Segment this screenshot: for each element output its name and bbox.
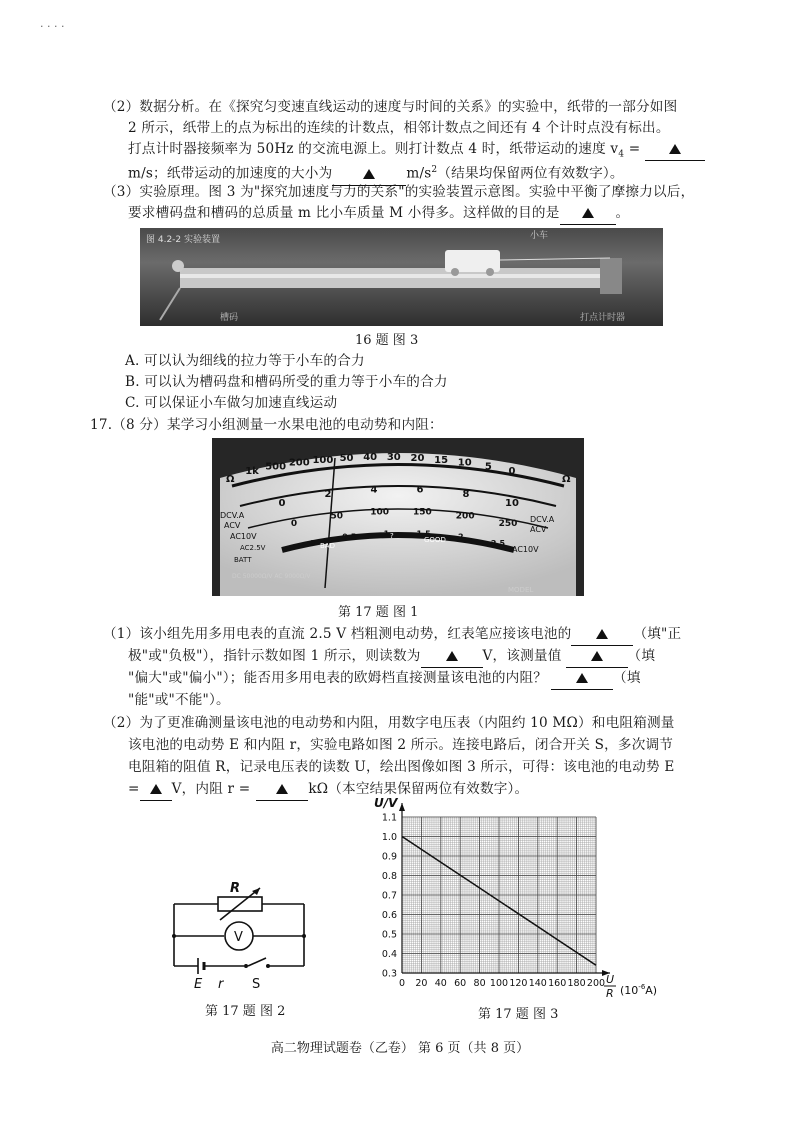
triangle-icon bbox=[576, 673, 588, 683]
q16-fig3-caption: 16 题 图 3 bbox=[355, 333, 419, 348]
answer-blank-bias[interactable] bbox=[566, 646, 628, 668]
q17-fig2-caption: 第 17 题 图 2 bbox=[205, 1004, 286, 1019]
q16-p2-line3-eq: = bbox=[624, 141, 641, 157]
y-tick-label: 0.3 bbox=[381, 968, 397, 980]
y-tick-label: 0.6 bbox=[381, 910, 397, 921]
multimeter-dial bbox=[212, 438, 584, 596]
cart-wheel bbox=[486, 268, 494, 276]
question-label: ? bbox=[390, 532, 394, 540]
low-scale-label: 2.5 bbox=[490, 539, 506, 548]
v-subscript: 4 bbox=[618, 149, 625, 160]
y-tick-label: 1.0 bbox=[381, 832, 397, 843]
apparatus-drawing bbox=[140, 228, 663, 326]
q17-fig1-caption: 第 17 题 图 1 bbox=[338, 605, 419, 620]
y-tick-label: 0.7 bbox=[381, 890, 397, 902]
ac10v-label-right: AC10V bbox=[512, 545, 539, 554]
q17-p1-line2-end: （填 bbox=[627, 648, 656, 664]
unit-sup: 2 bbox=[431, 165, 438, 175]
top-scale-label: 40 bbox=[363, 452, 378, 464]
q16-p3-line2-text: 要求槽码盘和槽码的总质量 m 比小车质量 M 小得多。这样做的目的是 bbox=[128, 205, 560, 221]
triangle-icon bbox=[446, 651, 458, 661]
y-tick-labels bbox=[382, 813, 397, 980]
ac25v-label-left: AC2.5V bbox=[240, 544, 266, 552]
page-footer: 高二物理试题卷（乙卷） 第 6 页（共 8 页） bbox=[270, 1041, 530, 1056]
q17-intro: 17.（8 分）某学习小组测量一水果电池的电动势和内阻： bbox=[90, 417, 443, 433]
triangle-icon bbox=[582, 208, 594, 218]
string bbox=[500, 258, 610, 260]
mid-scale2-label: 200 bbox=[455, 511, 475, 522]
mid-scale-label: 6 bbox=[416, 484, 424, 496]
x-tick-label: 20 bbox=[415, 978, 428, 989]
q17-p1-line4: "能"或"不能"）。 bbox=[128, 692, 230, 708]
acv-label-right: ACV bbox=[530, 525, 547, 534]
mid-scale-label: 8 bbox=[462, 489, 470, 501]
top-scale-label: 1k bbox=[245, 466, 259, 477]
q17-p1-line2-text: 极"或"负极"），指针示数如图 1 所示，则读数为 bbox=[128, 648, 421, 664]
acv-label-left: ACV bbox=[224, 521, 241, 530]
x-tick-labels bbox=[399, 978, 605, 989]
y-tick-label: 0.4 bbox=[381, 949, 397, 960]
answer-blank-internal-resistance[interactable] bbox=[256, 779, 308, 801]
x-tick-label: 200 bbox=[586, 978, 606, 989]
corner-mark: · · · · bbox=[40, 20, 65, 33]
u-vs-ur-chart bbox=[368, 795, 698, 1010]
low-scale-label: 1.5 bbox=[416, 529, 431, 539]
ohm-label-right: Ω bbox=[562, 474, 571, 485]
q17-p2-line3: 电阻箱的阻值 R，记录电压表的读数 U，绘出图像如图 3 所示，可得：该电池的电动势 E bbox=[128, 759, 675, 775]
x-tick-label: 100 bbox=[489, 978, 509, 989]
dcva-label-left: DCV.A bbox=[220, 511, 245, 520]
q16-option-c[interactable]: C. 可以保证小车做匀加速直线运动 bbox=[125, 395, 338, 411]
y-axis-label: U/V bbox=[374, 796, 398, 810]
pulley bbox=[172, 260, 184, 272]
x-axis-label bbox=[604, 973, 657, 1000]
q17-p1-line3 bbox=[128, 668, 641, 690]
x-label-denominator: R bbox=[606, 987, 614, 1000]
q17-p1-line1-text: （1）该小组先用多用电表的直流 2.5 V 档粗测电动势，红表笔应接该电池的 bbox=[103, 626, 572, 642]
q16-p3-line2-end: 。 bbox=[615, 205, 630, 221]
x-tick-label: 0 bbox=[398, 978, 406, 989]
batt-label: BATT bbox=[234, 556, 252, 564]
mid-scale2-label: 0 bbox=[290, 519, 298, 529]
switch-contact bbox=[266, 964, 270, 968]
answer-blank-v4[interactable] bbox=[645, 139, 705, 161]
answer-blank-reading[interactable] bbox=[421, 646, 483, 668]
triangle-icon bbox=[596, 629, 608, 639]
q17-p2-line1: （2）为了更准确测量该电池的电动势和内阻，用数字电压表（内阻约 10 MΩ）和电阻箱测量 bbox=[103, 715, 675, 731]
q16-p2-line3-text: 打点计时器接频率为 50Hz 的交流电源上。则打计数点 4 时，纸带运动的速度 v bbox=[128, 141, 619, 157]
q17-fig3-caption: 第 17 题 图 3 bbox=[478, 1007, 559, 1022]
y-tick-label: 0.8 bbox=[381, 871, 397, 882]
answer-blank-terminal[interactable] bbox=[571, 624, 633, 646]
top-scale-label: 30 bbox=[386, 452, 401, 464]
label-S: S bbox=[252, 977, 261, 992]
top-scale-label: 50 bbox=[339, 453, 354, 465]
photo-label-bottom-left: 槽码 bbox=[220, 313, 239, 323]
mid-scale-label: 0 bbox=[278, 498, 286, 509]
bad-label: BAD bbox=[320, 542, 335, 550]
triangle-icon bbox=[669, 144, 681, 154]
mid-scale2-label: 50 bbox=[330, 511, 344, 522]
q16-p3-line2 bbox=[128, 203, 629, 225]
q16-option-b[interactable]: B. 可以认为槽码盘和槽码所受的重力等于小车的合力 bbox=[125, 374, 448, 390]
cart-wheel bbox=[451, 268, 459, 276]
x-tick-label: 80 bbox=[473, 978, 486, 989]
x-tick-label: 160 bbox=[548, 978, 567, 989]
apparatus-photo bbox=[140, 228, 663, 326]
top-scale-label: 20 bbox=[410, 453, 425, 465]
y-axis-arrow bbox=[399, 803, 405, 811]
photo-label-left: 图 4.2-2 实验装置 bbox=[146, 235, 221, 245]
q16-p2-line2: 2 所示，纸带上的点为标出的连续的计数点，相邻计数点之间还有 4 个计时点没有标出。 bbox=[128, 120, 670, 136]
model-label: MODEL bbox=[508, 586, 534, 594]
top-scale-label: 100 bbox=[312, 454, 334, 466]
triangle-icon bbox=[276, 784, 288, 794]
x-label-unit: $(10^{-6}A)$ bbox=[620, 983, 658, 997]
multimeter-photo bbox=[212, 438, 584, 596]
top-scale-label: 200 bbox=[288, 457, 310, 469]
pulley-block bbox=[600, 258, 622, 294]
good-label: GOOD bbox=[424, 536, 446, 544]
q17-p1-line2 bbox=[128, 646, 655, 668]
q17-eq-sign: = bbox=[128, 781, 140, 797]
switch-blade bbox=[248, 958, 266, 966]
low-scale-label: 1 bbox=[383, 529, 390, 539]
photo-label-bottom-right: 打点计时器 bbox=[580, 313, 626, 323]
answer-blank-ohmmeter[interactable] bbox=[551, 668, 613, 690]
x-label-numerator: U bbox=[606, 973, 615, 986]
top-scale-label: 10 bbox=[457, 457, 472, 469]
low-scale-label: 0 bbox=[309, 539, 315, 548]
track-rail bbox=[180, 274, 600, 278]
low-scale-label: 2 bbox=[458, 532, 464, 542]
q16-option-a[interactable]: A. 可以认为细线的拉力等于小车的合力 bbox=[125, 353, 365, 369]
mid-scale-label: 2 bbox=[324, 489, 332, 501]
q17-p1-line2-mid: V，该测量值 bbox=[482, 648, 562, 664]
q17-p2-line4-end: kΩ（本空结果保留两位有效数字）。 bbox=[308, 781, 529, 797]
q17-p1-line1 bbox=[103, 624, 681, 646]
switch-pivot bbox=[244, 964, 248, 968]
answer-blank-emf[interactable] bbox=[140, 779, 172, 801]
x-tick-label: 120 bbox=[509, 978, 528, 989]
leg bbox=[160, 288, 180, 320]
mid-scale2-label: 100 bbox=[370, 507, 389, 518]
q17-p2-line2: 该电池的电动势 E 和内阻 r，实验电路如图 2 所示。连接电路后，闭合开关 S，多次调节 bbox=[128, 737, 674, 753]
y-tick-label: 0.9 bbox=[381, 851, 397, 863]
triangle-icon bbox=[363, 169, 375, 179]
voltmeter-label: V bbox=[234, 930, 243, 945]
q17-p1-line1-end: （填"正 bbox=[633, 626, 682, 642]
ac10v-label-left: AC10V bbox=[230, 532, 257, 541]
label-E: E bbox=[194, 977, 203, 992]
triangle-icon bbox=[591, 651, 603, 661]
photo-label-top-right: 小车 bbox=[530, 231, 549, 241]
dcva-label-right: DCV.A bbox=[530, 515, 555, 524]
q17-p1-line3-text: "偏大"或"偏小"）；能否用多用电表的欧姆档直接测量该电池的内阻？ bbox=[128, 670, 548, 686]
label-r: r bbox=[218, 977, 224, 992]
sensitivity-label: DC 50000Ω/V AC 9000Ω/V bbox=[232, 573, 311, 580]
y-tick-label: 1.1 bbox=[381, 812, 397, 824]
q16-p3-line1: （3）实验原理。图 3 为"探究加速度与力的关系"的实验装置示意图。实验中平衡了摩擦力以后， bbox=[103, 184, 695, 200]
x-tick-label: 180 bbox=[567, 978, 586, 989]
top-scale-label: 5 bbox=[484, 461, 492, 473]
x-tick-label: 40 bbox=[434, 978, 447, 989]
q17-p1-line3-end: （填 bbox=[613, 670, 641, 686]
top-scale-label: 15 bbox=[434, 454, 449, 466]
junction bbox=[172, 934, 176, 938]
q16-p2-line4-text: m/s；纸带运动的加速度的大小为 bbox=[128, 165, 333, 182]
mid-scale2-label: 250 bbox=[498, 519, 518, 529]
top-scale-label: 500 bbox=[265, 461, 287, 473]
answer-blank-purpose[interactable] bbox=[560, 203, 616, 225]
x-tick-label: 140 bbox=[528, 978, 547, 989]
ohm-label-left: Ω bbox=[226, 474, 235, 485]
triangle-icon bbox=[150, 784, 162, 794]
label-R: R bbox=[230, 881, 241, 896]
q16-p2-line1: （2）数据分析。在《探究匀变速直线运动的速度与时间的关系》的实验中，纸带的一部分如图 bbox=[103, 99, 678, 115]
mid-scale-label: 10 bbox=[505, 498, 519, 509]
mid-scale2-label: 150 bbox=[413, 507, 432, 518]
mid-scale-label: 4 bbox=[370, 484, 378, 496]
q16-p2-line4-end: （结果均保留两位有效数字）。 bbox=[437, 165, 624, 182]
junction bbox=[302, 934, 306, 938]
q16-unit: m/s bbox=[406, 165, 432, 182]
y-tick-label: 0.5 bbox=[381, 929, 397, 941]
top-scale-label: 0 bbox=[508, 466, 516, 477]
low-scale-label: 0.5 bbox=[342, 532, 357, 542]
circuit-diagram bbox=[160, 878, 320, 993]
q17-p2-line4-mid: V，内阻 r = bbox=[171, 781, 251, 797]
x-tick-label: 60 bbox=[454, 978, 467, 989]
